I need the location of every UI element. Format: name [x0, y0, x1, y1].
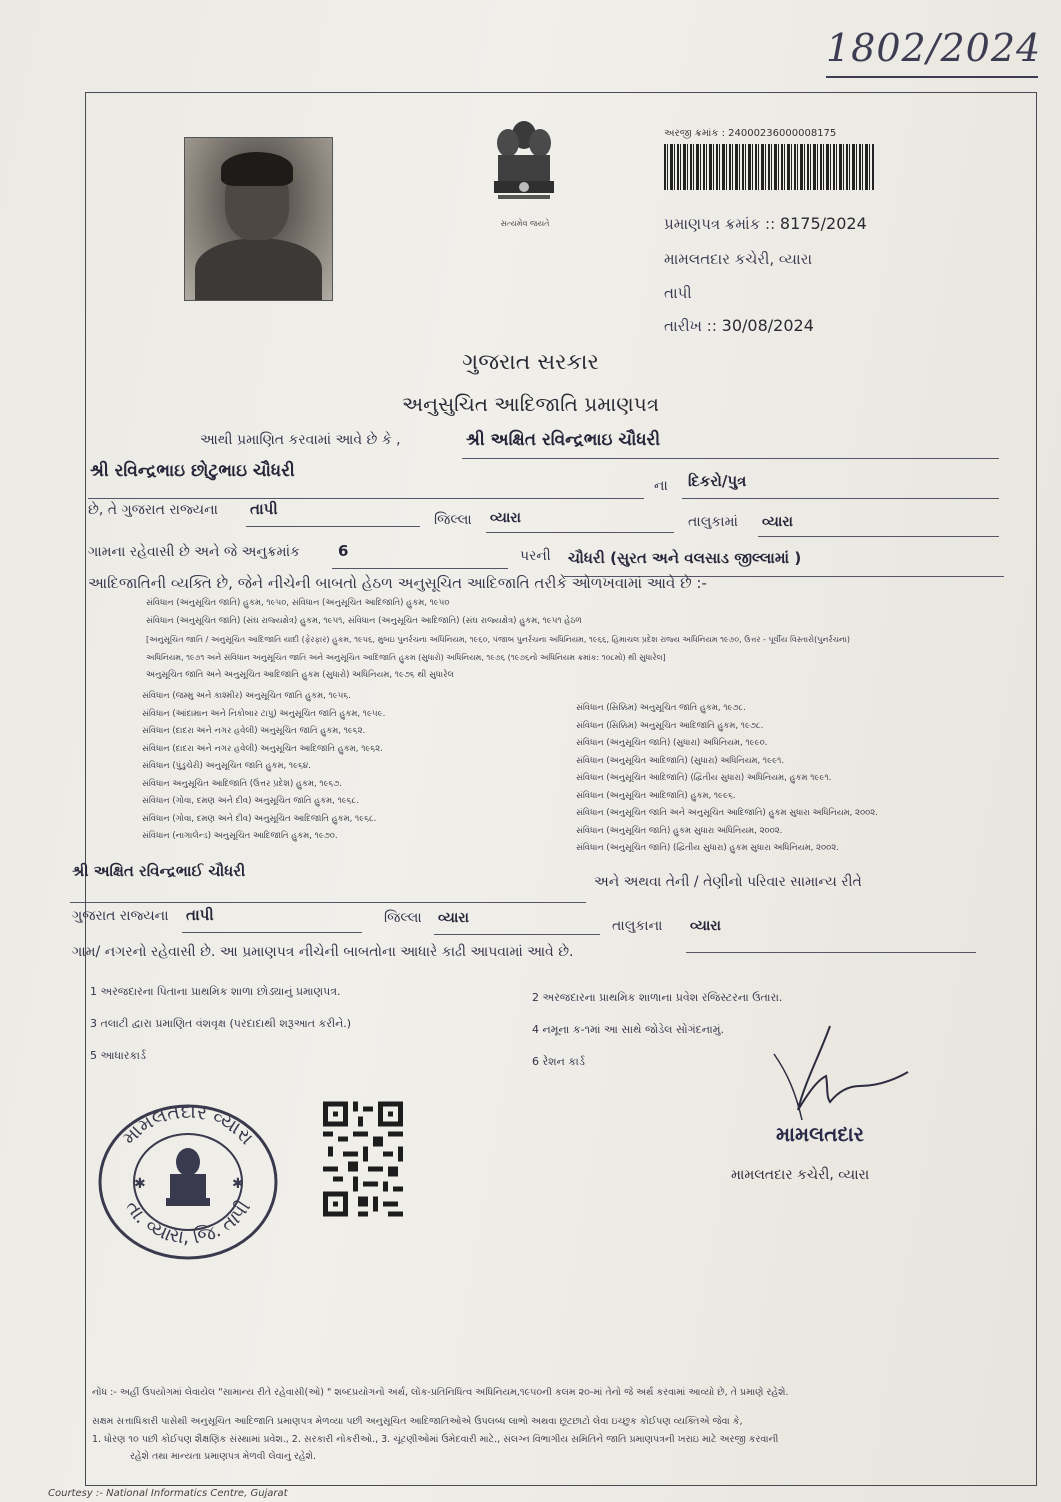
svg-text:✱: ✱ [134, 1176, 146, 1192]
list-item: સંવિધાન (નાગાલેન્ડ) અનુસૂચિત આદિજાતિ હુકમ, ૧૯૭૦. [142, 831, 338, 841]
note-line-1: નોંધ :- અહીં ઉપયોગમાં લેવાયેલ "સામાન્ય રીતે રહેવાસી(ઓ) " શબ્દપ્રયોગનો અર્થ, લોક-પ્રતિનિધિત્વ અધિનિયમ,૧૯૫૦ની કલમ ૨૦-માં તેનો જે અર્થ કરવામાં આવ્યો છે, તે પ્રમાણે રહેશે. [92, 1387, 789, 1398]
taluka-2-underline [686, 952, 976, 953]
applicant-photo [184, 137, 333, 301]
seal-bottom-text: તા. વ્યારા, જિ. તાપી [120, 1196, 256, 1249]
par-label: પરની [520, 548, 551, 564]
date-value: 30/08/2024 [721, 316, 814, 335]
father-name-underline [88, 498, 644, 499]
state-prefix: છે, તે ગુજરાત રાજ્યના [88, 502, 218, 518]
district-underline [486, 532, 674, 533]
document-item: 3 તલાટી દ્વારા પ્રમાણિત વંશવૃક્ષ (પરદાદાથી શરૂઆત કરીને.) [90, 1017, 352, 1030]
relation-underline [682, 498, 999, 499]
office-line: મામલતદાર કચેરી, વ્યારા [664, 250, 813, 268]
state-district-2-underline [182, 932, 362, 933]
documents-left [90, 976, 351, 1072]
note-line-3: 1. ધોરણ ૧૦ પછી કોઈપણ શૈક્ષણિક સંસ્થામાં પ્રવેશ., 2. સરકારી નોકરીઓ., 3. ચૂંટણીઓમાં ઉમેદવારી માટે., સંલગ્ન વિભાગીય સમિતિને જાતિ પ્રમાણપત્રની ખરાઇ માટે અરજી કરવાની [92, 1434, 779, 1445]
list-item: સંવિધાન (અનુસૂચિત જાતિ) હુકમ સુધારા અધિનિયમ, ૨૦૦૨. [576, 825, 783, 836]
svg-text:✱: ✱ [232, 1176, 244, 1192]
list-item: સંવિધાન (અનુસૂચિત આદિજાતિ) (સુધારા) અધિનિયમ, ૧૯૯૧. [576, 755, 785, 766]
father-name: શ્રી રવિન્દ્રભાઇ છોટુભાઇ ચૌધરી [90, 461, 295, 481]
note-line-4: રહેશે તથા માન્યતા પ્રમાણપત્ર મેળવી લેવાનું રહેશે. [130, 1451, 316, 1462]
list-item: સંવિધાન (આંદામાન અને નિકોબાર ટાપુ) અનુસૂચિત જાતિ હુકમ, ૧૯૫૯. [142, 708, 386, 719]
district-value-2: વ્યારા [438, 910, 469, 926]
recognised-line: આદિજાતિની વ્યક્તિ છે, જેને નીચેની બાબતો હેઠળ અનુસૂચિત આદિજાતિ તરીકે ઓળખવામાં આવે છે :- [88, 574, 707, 592]
order-line-2: સંવિધાન (અનુસૂચિત જાતિ) (સંઘ રાજ્યક્ષેત્ર) હુકમ, ૧૯૫૧, સંવિધાન (અનુસૂચિત આદિજાતિ) (સંઘ રાજ્યક્ષેત્ર) હુકમ, ૧૯૫૧ હેઠળ [146, 616, 582, 626]
order-list-left [142, 688, 385, 846]
applicant-name-2-underline [70, 902, 586, 903]
district-value: વ્યારા [490, 510, 521, 526]
state-district-underline [246, 526, 420, 527]
signature [768, 1024, 910, 1132]
seal-top-text: મામલતદાર વ્યારા [118, 1100, 258, 1150]
district-label: જિલ્લા [434, 512, 472, 528]
list-item: સંવિધાન (અનુસૂચિત આદિજાતિ) હુકમ, ૧૯૯૬. [576, 790, 736, 801]
list-item: સંવિધાન (દાદરા અને નગર હવેલી) અનુસૂચિત આદિજાતિ હુકમ, ૧૯૬૨. [142, 743, 383, 754]
header-district: તાપી [664, 284, 692, 302]
na-label: ના [654, 478, 668, 494]
list-item: સંવિધાન (અનુસૂચિત જાતિ) (દ્વિતીય સુધારા) હુકમ સુધારા અધિનિયમ, ૨૦૦૨. [576, 843, 839, 853]
list-item: સંવિધાન (અનુસૂચિત જાતિ) (સુધારા) અધિનિયમ, ૧૯૯૦. [576, 738, 768, 748]
village-line: ગામ/ નગરનો રહેવાસી છે. આ પ્રમાણપત્ર નીચેની બાબતોના આધારે કાઢી આપવામાં આવે છે. [72, 944, 574, 960]
national-emblem-icon [488, 117, 560, 217]
relation: દિકરો/પુત્ર [688, 472, 747, 490]
taluka-label-2: તાલુકાના [612, 918, 663, 934]
family-text: અને અથવા તેની / તેણીનો પરિવાર સામાન્ય રીતે [594, 874, 862, 890]
barcode [664, 144, 874, 190]
qr-code [318, 1096, 408, 1222]
state-prefix-2: ગુજરાત રાજ્યના [72, 908, 169, 924]
serial-number: 6 [338, 542, 349, 560]
order-line-4: અધિનિયમ, ૧૯૭૧ અને સંવિધાન અનુસૂચિત જાતિ અને અનુસૂચિત આદિજાતિ હુકમ (સુધારો) અધિનિયમ, ૧૯૭૬ (૧૯૭૬નો અધિનિયમ ક્રમાંક: ૧૦૮મો) થી સુધારેલ] [146, 653, 666, 662]
document-item: 5 આધારકાર્ડ [90, 1049, 146, 1062]
documents-right [532, 982, 782, 1078]
certificate-number-label: પ્રમાણપત્ર ક્રમાંક :: [664, 215, 776, 233]
officer-title: મામલતદાર [776, 1122, 864, 1146]
order-line-5: અનુસૂચિત જાતિ અને અનુસૂચિત આદિજાતિ હુકમ (સુધારો) અધિનિયમ, ૧૯૭૬ થી સુધારેલ [146, 670, 454, 680]
footer-courtesy: Courtesy :- National Informatics Centre, Gujarat [48, 1488, 288, 1499]
district-label-2: જિલ્લા [384, 910, 422, 926]
list-item: સંવિધાન (ગોવા, દમણ અને દીવ) અનુસૂચિત આદિજાતિ હુકમ, ૧૯૬૮. [142, 813, 377, 824]
government-title: ગુજરાત સરકાર [462, 350, 599, 375]
state-district: તાપી [250, 500, 278, 518]
applicant-name: શ્રી અક્ષિત રવિન્દ્રભાઇ ચૌધરી [466, 430, 661, 450]
order-line-3: [અનુસૂચિત જાતિ / અનુસૂચિત આદિજાતિ યાદી (ફેરફાર) હુકમ, ૧૯૫૬, મુંબઇ પુનર્રચના અધિનિયમ, ૧૯૬૦, પંજાબ પુનર્રચના અધિનિયમ, ૧૯૬૬, હિમાચલ પ્રદેશ રાજ્ય અધિનિયમ ૧૯૭૦, ઉત્તર - પૂર્વીય વિસ્તારો(પુનર્રચના) [146, 635, 851, 644]
certify-prefix: આથી પ્રમાણિત કરવામાં આવે છે કે , [200, 432, 401, 448]
list-item: સંવિધાન (સિક્કિમ) અનુસૂચિત જાતિ હુકમ, ૧૯૭૮. [576, 703, 746, 713]
list-item: સંવિધાન (ગોવા, દમણ અને દીવ) અનુસૂચિત જાતિ હુકમ, ૧૯૬૮. [142, 796, 359, 806]
certificate-title: અનુસુચિત આદિજાતિ પ્રમાણપત્ર [401, 392, 660, 416]
applicant-name-underline [462, 458, 999, 459]
certificate-number: 8175/2024 [779, 214, 867, 233]
district-2-underline [434, 934, 600, 935]
office-seal-icon [96, 1100, 280, 1260]
document-item: 2 અરજદારના પ્રાથમિક શાળાના પ્રવેશ રજિસ્ટરના ઉતારા. [532, 991, 783, 1004]
list-item: સંવિધાન (અનુસૂચિત જાતિ અને અનુસૂચિત આદિજાતિ) હુકમ સુધારા અધિનિયમ, ૨૦૦૨. [576, 808, 878, 818]
taluka-underline [758, 536, 999, 537]
document-item: 1 અરજદારના પિતાના પ્રાથમિક શાળા છોડ્યાનું પ્રમાણપત્ર. [90, 985, 341, 998]
list-item: સંવિધાન (અનુસૂચિત આદિજાતિ) (દ્વિતીય સુધારા) અધિનિયમ, હુકમ ૧૯૯૧. [576, 773, 832, 783]
handwritten-underline [826, 76, 1038, 78]
taluka-value-2: વ્યારા [690, 918, 721, 934]
officer-office: મામલતદાર કચેરી, વ્યારા [731, 1167, 870, 1183]
list-item: સંવિધાન (દાદરા અને નગર હવેલી) અનુસૂચિત જાતિ હુકમ, ૧૯૬૨. [142, 726, 366, 736]
application-number: અરજી ક્રમાંક : 24000236000008175 [664, 128, 837, 139]
date-label: તારીખ :: [664, 317, 717, 335]
tribe-name: ચૌધરી (સુરત અને વલસાડ જીલ્લામાં ) [568, 549, 802, 567]
list-item: સંવિધાન (પુંડુચેરી) અનુસૂચિત જાતિ હુકમ, ૧૯૬૪. [142, 761, 311, 771]
taluka-value: વ્યારા [762, 514, 793, 530]
certificate-number-row [664, 214, 867, 233]
note-line-2: સક્ષમ સત્તાધિકારી પાસેથી અનુસૂચિત આદિજાતિ પ્રમાણપત્ર મેળવ્યા પછી અનુસૂચિત આદિજાતિઓએ ઉપલબ્ધ લાભો અથવા છૂટછાટો લેવા ઇચ્છુક કોઈપણ વ્યક્તિએ જેવા કે, [92, 1416, 743, 1427]
order-line-1: સંવિધાન (અનુસૂચિત જાતિ) હુકમ, ૧૯૫૦, સંવિધાન (અનુસૂચિત આદિજાતિ) હુકમ, ૧૯૫૦ [146, 598, 450, 608]
emblem-caption: સત્યમેવ જયતે [500, 219, 550, 228]
handwritten-number: 1802/2024 [826, 26, 1042, 70]
village-prefix: ગામના રહેવાસી છે અને જે અનુક્રમાંક [88, 544, 300, 560]
date-row [664, 316, 814, 335]
taluka-label: તાલુકામાં [688, 514, 738, 530]
state-district-2: તાપી [186, 906, 214, 924]
order-list-right [576, 700, 878, 858]
serial-underline [332, 568, 508, 569]
document-item: 6 રેશન કાર્ડ [532, 1055, 585, 1068]
list-item: સંવિધાન (સિક્કિમ) અનુસૂચિત આદિજાતિ હુકમ, ૧૯૭૮. [576, 720, 764, 731]
applicant-name-2: શ્રી અક્ષિત રવિન્દ્રભાઈ ચૌધરી [72, 862, 246, 880]
list-item: સંવિધાન (જમ્મુ અને કાશ્મીર) અનુસૂચિત જાતિ હુકમ, ૧૯૫૬. [142, 691, 351, 701]
document-item: 4 નમૂના ક-૧માં આ સાથે જોડેલ સોગંદનામું. [532, 1023, 724, 1036]
svg-text:મામલતદાર વ્યારા [118, 1101, 258, 1149]
list-item: સંવિધાન અનુસૂચિત આદિજાતિ (ઉત્તર પ્રદેશ) હુકમ, ૧૯૬૭. [142, 778, 343, 789]
